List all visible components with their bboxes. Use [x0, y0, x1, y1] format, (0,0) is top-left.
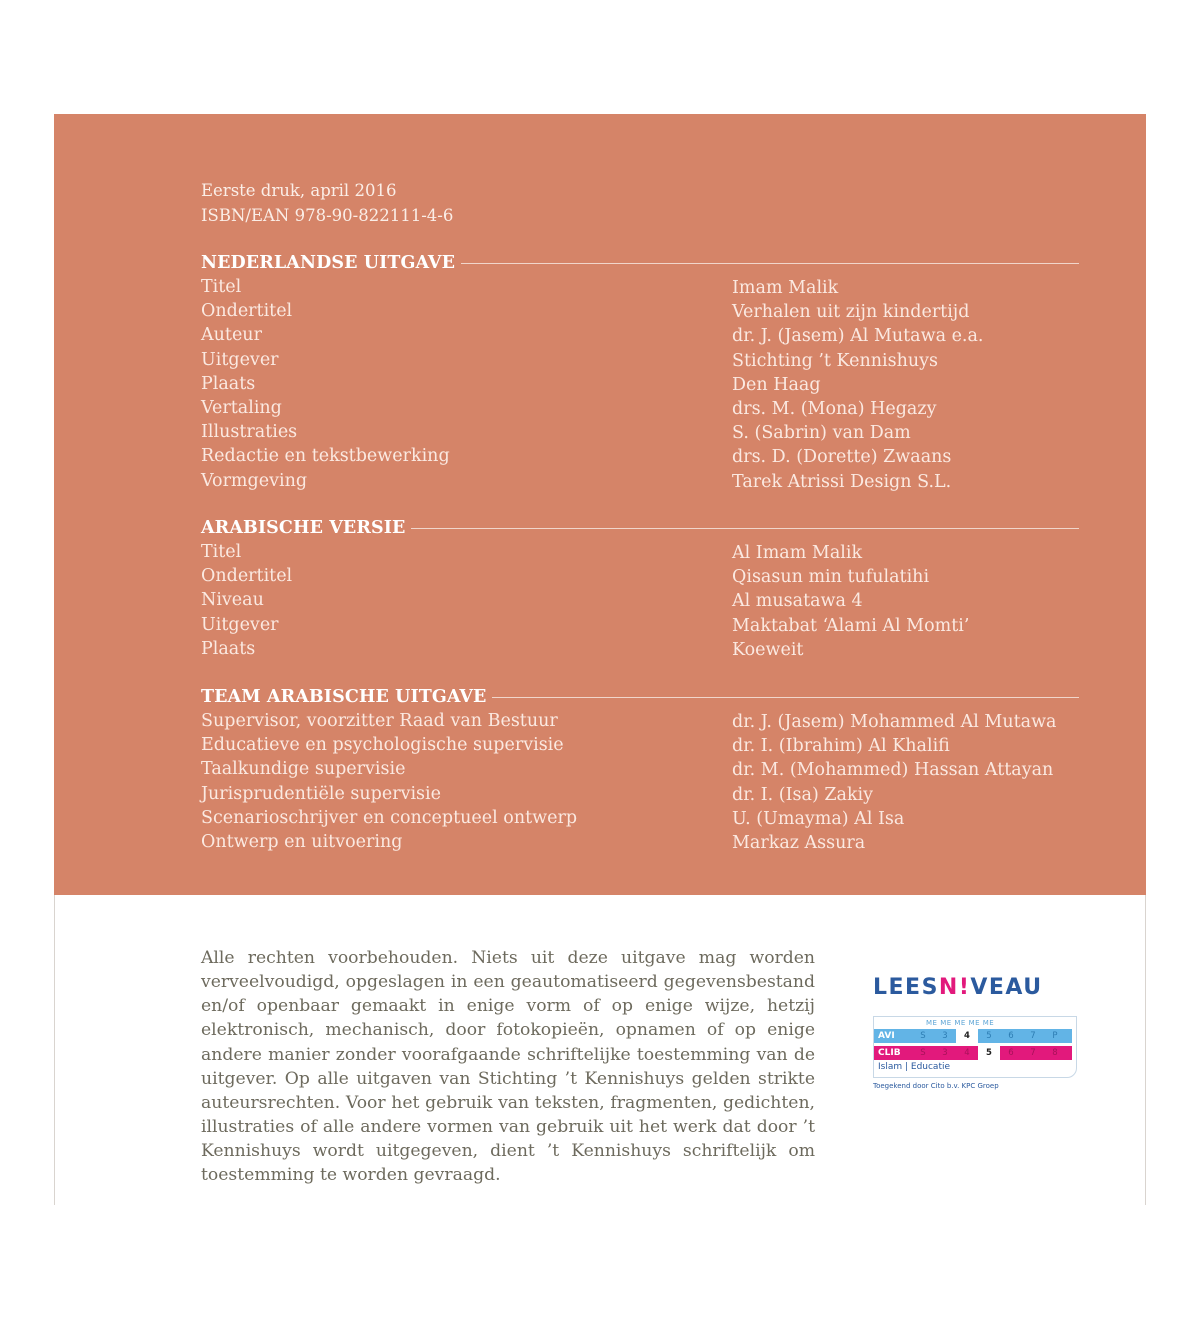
credit-label: Supervisor, voorzitter Raad van Bestuur [201, 711, 558, 731]
credit-value: dr. I. (Ibrahim) Al Khalifi [732, 736, 950, 757]
credit-value: Al Imam Malik [732, 543, 863, 563]
credit-list [201, 540, 1079, 661]
credit-label: Plaats [201, 373, 256, 394]
clib-level-cell: 8 [1052, 1048, 1058, 1058]
credit-label: Ondertitel [201, 566, 293, 587]
credit-row [201, 757, 1079, 781]
credit-row [201, 806, 1079, 830]
wordmark-right: VEAU [970, 975, 1043, 1000]
credit-label: Auteur [201, 325, 262, 346]
credit-row [201, 782, 1079, 806]
credit-label: Ontwerp en uitvoering [201, 831, 403, 852]
credit-value: S. (Sabrin) van Dam [732, 423, 911, 444]
clib-level-cell: S [920, 1048, 926, 1058]
isbn-line: ISBN/EAN 978-90-822111-4-6 [201, 206, 454, 225]
credit-value: drs. M. (Mona) Hegazy [732, 398, 937, 419]
clib-level-cell: 4 [964, 1048, 970, 1058]
credit-row [201, 637, 1079, 661]
credit-value: dr. J. (Jasem) Al Mutawa e.a. [732, 326, 984, 347]
credit-row [201, 733, 1079, 757]
credit-row [201, 613, 1079, 637]
credit-value: Markaz Assura [732, 832, 866, 853]
credit-list [201, 709, 1079, 854]
avi-level-cell: S [920, 1031, 926, 1041]
credit-list [201, 275, 1079, 493]
credit-row [201, 299, 1079, 323]
me-strip: ME ME ME ME ME [926, 1019, 995, 1027]
section-title: NEDERLANDSE UITGAVE [201, 252, 461, 274]
clib-band [874, 1046, 1072, 1060]
credit-row [201, 564, 1079, 588]
avi-level-cell: 6 [1008, 1031, 1014, 1041]
credit-label: Uitgever [201, 614, 279, 635]
section-header [201, 517, 1079, 539]
clib-label: CLIB [878, 1048, 901, 1058]
avi-level-cell: 7 [1030, 1031, 1036, 1041]
credit-label: Vertaling [201, 397, 282, 418]
credit-row [201, 469, 1079, 493]
leesniveau-wordmark [873, 975, 1043, 1000]
credit-value: Tarek Atrissi Design S.L. [732, 471, 952, 492]
section-header [201, 252, 1079, 274]
credit-row [201, 588, 1079, 612]
wordmark-mark: N! [938, 975, 971, 1000]
credit-label: Jurisprudentiële supervisie [201, 783, 441, 804]
credit-value: Qisasun min tufulatihi [732, 567, 930, 588]
credit-label: Titel [201, 277, 242, 297]
awarded-by: Toegekend door Cito b.v. KPC Groep [873, 1082, 999, 1090]
credit-row [201, 372, 1079, 396]
section-title: ARABISCHE VERSIE [201, 517, 411, 539]
clib-cells [912, 1046, 1066, 1060]
credit-value: dr. M. (Mohammed) Hassan Attayan [732, 760, 1054, 781]
avi-level-cell: 4 [956, 1029, 978, 1043]
section-header [201, 686, 1079, 708]
credit-value: dr. J. (Jasem) Mohammed Al Mutawa [732, 712, 1057, 732]
credit-value: drs. D. (Dorette) Zwaans [732, 447, 952, 468]
edition-line: Eerste druk, april 2016 [201, 181, 397, 200]
credit-value: Verhalen uit zijn kindertijd [732, 302, 970, 323]
credit-row [201, 540, 1079, 564]
clib-level-cell: 7 [1030, 1048, 1036, 1058]
avi-label: AVI [878, 1031, 895, 1041]
avi-level-cell: P [1052, 1031, 1058, 1041]
section-arabic-team [201, 686, 1079, 854]
credit-value: U. (Umayma) Al Isa [732, 808, 905, 829]
credit-row [201, 275, 1079, 299]
section-title: TEAM ARABISCHE UITGAVE [201, 686, 492, 708]
clib-level-cell: 5 [978, 1046, 1000, 1060]
credit-label: Titel [201, 542, 242, 562]
credit-label: Taalkundige supervisie [201, 759, 406, 780]
avi-cells [912, 1029, 1066, 1043]
credit-row [201, 323, 1079, 347]
credit-value: dr. I. (Isa) Zakiy [732, 784, 874, 805]
avi-band [874, 1029, 1072, 1043]
credit-label: Educatieve en psychologische supervisie [201, 735, 564, 756]
clib-level-cell: 3 [942, 1048, 948, 1058]
wordmark-left: LEES [873, 975, 939, 1000]
credit-row [201, 348, 1079, 372]
avi-level-cell: 3 [942, 1031, 948, 1041]
level-card [873, 1016, 1077, 1078]
credit-value: Den Haag [732, 374, 821, 395]
credit-label: Uitgever [201, 349, 279, 370]
credit-label: Ondertitel [201, 301, 293, 322]
credit-label: Scenarioschrijver en conceptueel ontwerp [201, 807, 578, 828]
avi-level-cell: 5 [986, 1031, 992, 1041]
credit-label: Plaats [201, 638, 256, 659]
section-dutch-edition [201, 252, 1079, 493]
credit-value: Stichting ’t Kennishuys [732, 350, 939, 371]
colophon-panel [54, 114, 1146, 895]
credit-value: Imam Malik [732, 278, 839, 298]
publication-info [201, 178, 453, 228]
credit-label: Vormgeving [201, 470, 308, 491]
category-label: Islam | Educatie [878, 1062, 951, 1072]
credit-label: Niveau [201, 590, 264, 611]
credit-label: Illustraties [201, 422, 298, 443]
credit-value: Koeweit [732, 639, 804, 660]
credit-label: Redactie en tekstbewerking [201, 446, 450, 467]
credit-row [201, 420, 1079, 444]
credit-value: Al musatawa 4 [732, 591, 863, 612]
credit-row [201, 709, 1079, 733]
section-arabic-version [201, 517, 1079, 661]
clib-level-cell: 6 [1008, 1048, 1014, 1058]
credit-row [201, 444, 1079, 468]
copyright-notice: Alle rechten voorbehouden. Niets uit deze uitgave mag worden verveelvoudigd, opgeslagen in een geautomatiseerd gegevensbestand en/of openbaar gemaakt in enige vorm of op enige wijze, hetzij elektronisch, mechanisch, door fotokopieën, opnamen of op enige andere manier zonder voorafgaande schriftelijke toestemming van de uitgever. Op alle uitgaven van Stichting ’t Kennishuys gelden strikte auteursrechten. Voor het gebruik van teksten, fragmenten, gedichten, illustraties of alle andere vormen van gebruik uit het werk dat door ’t Kennishuys wordt uitgegeven, dient ’t Kennishuys schriftelijk om toestemming te worden gevraagd. [201, 948, 815, 1186]
credit-row [201, 830, 1079, 854]
credit-value: Maktabat ‘Alami Al Momti’ [732, 615, 970, 636]
credit-row [201, 396, 1079, 420]
leesniveau-logo [873, 972, 1083, 1097]
